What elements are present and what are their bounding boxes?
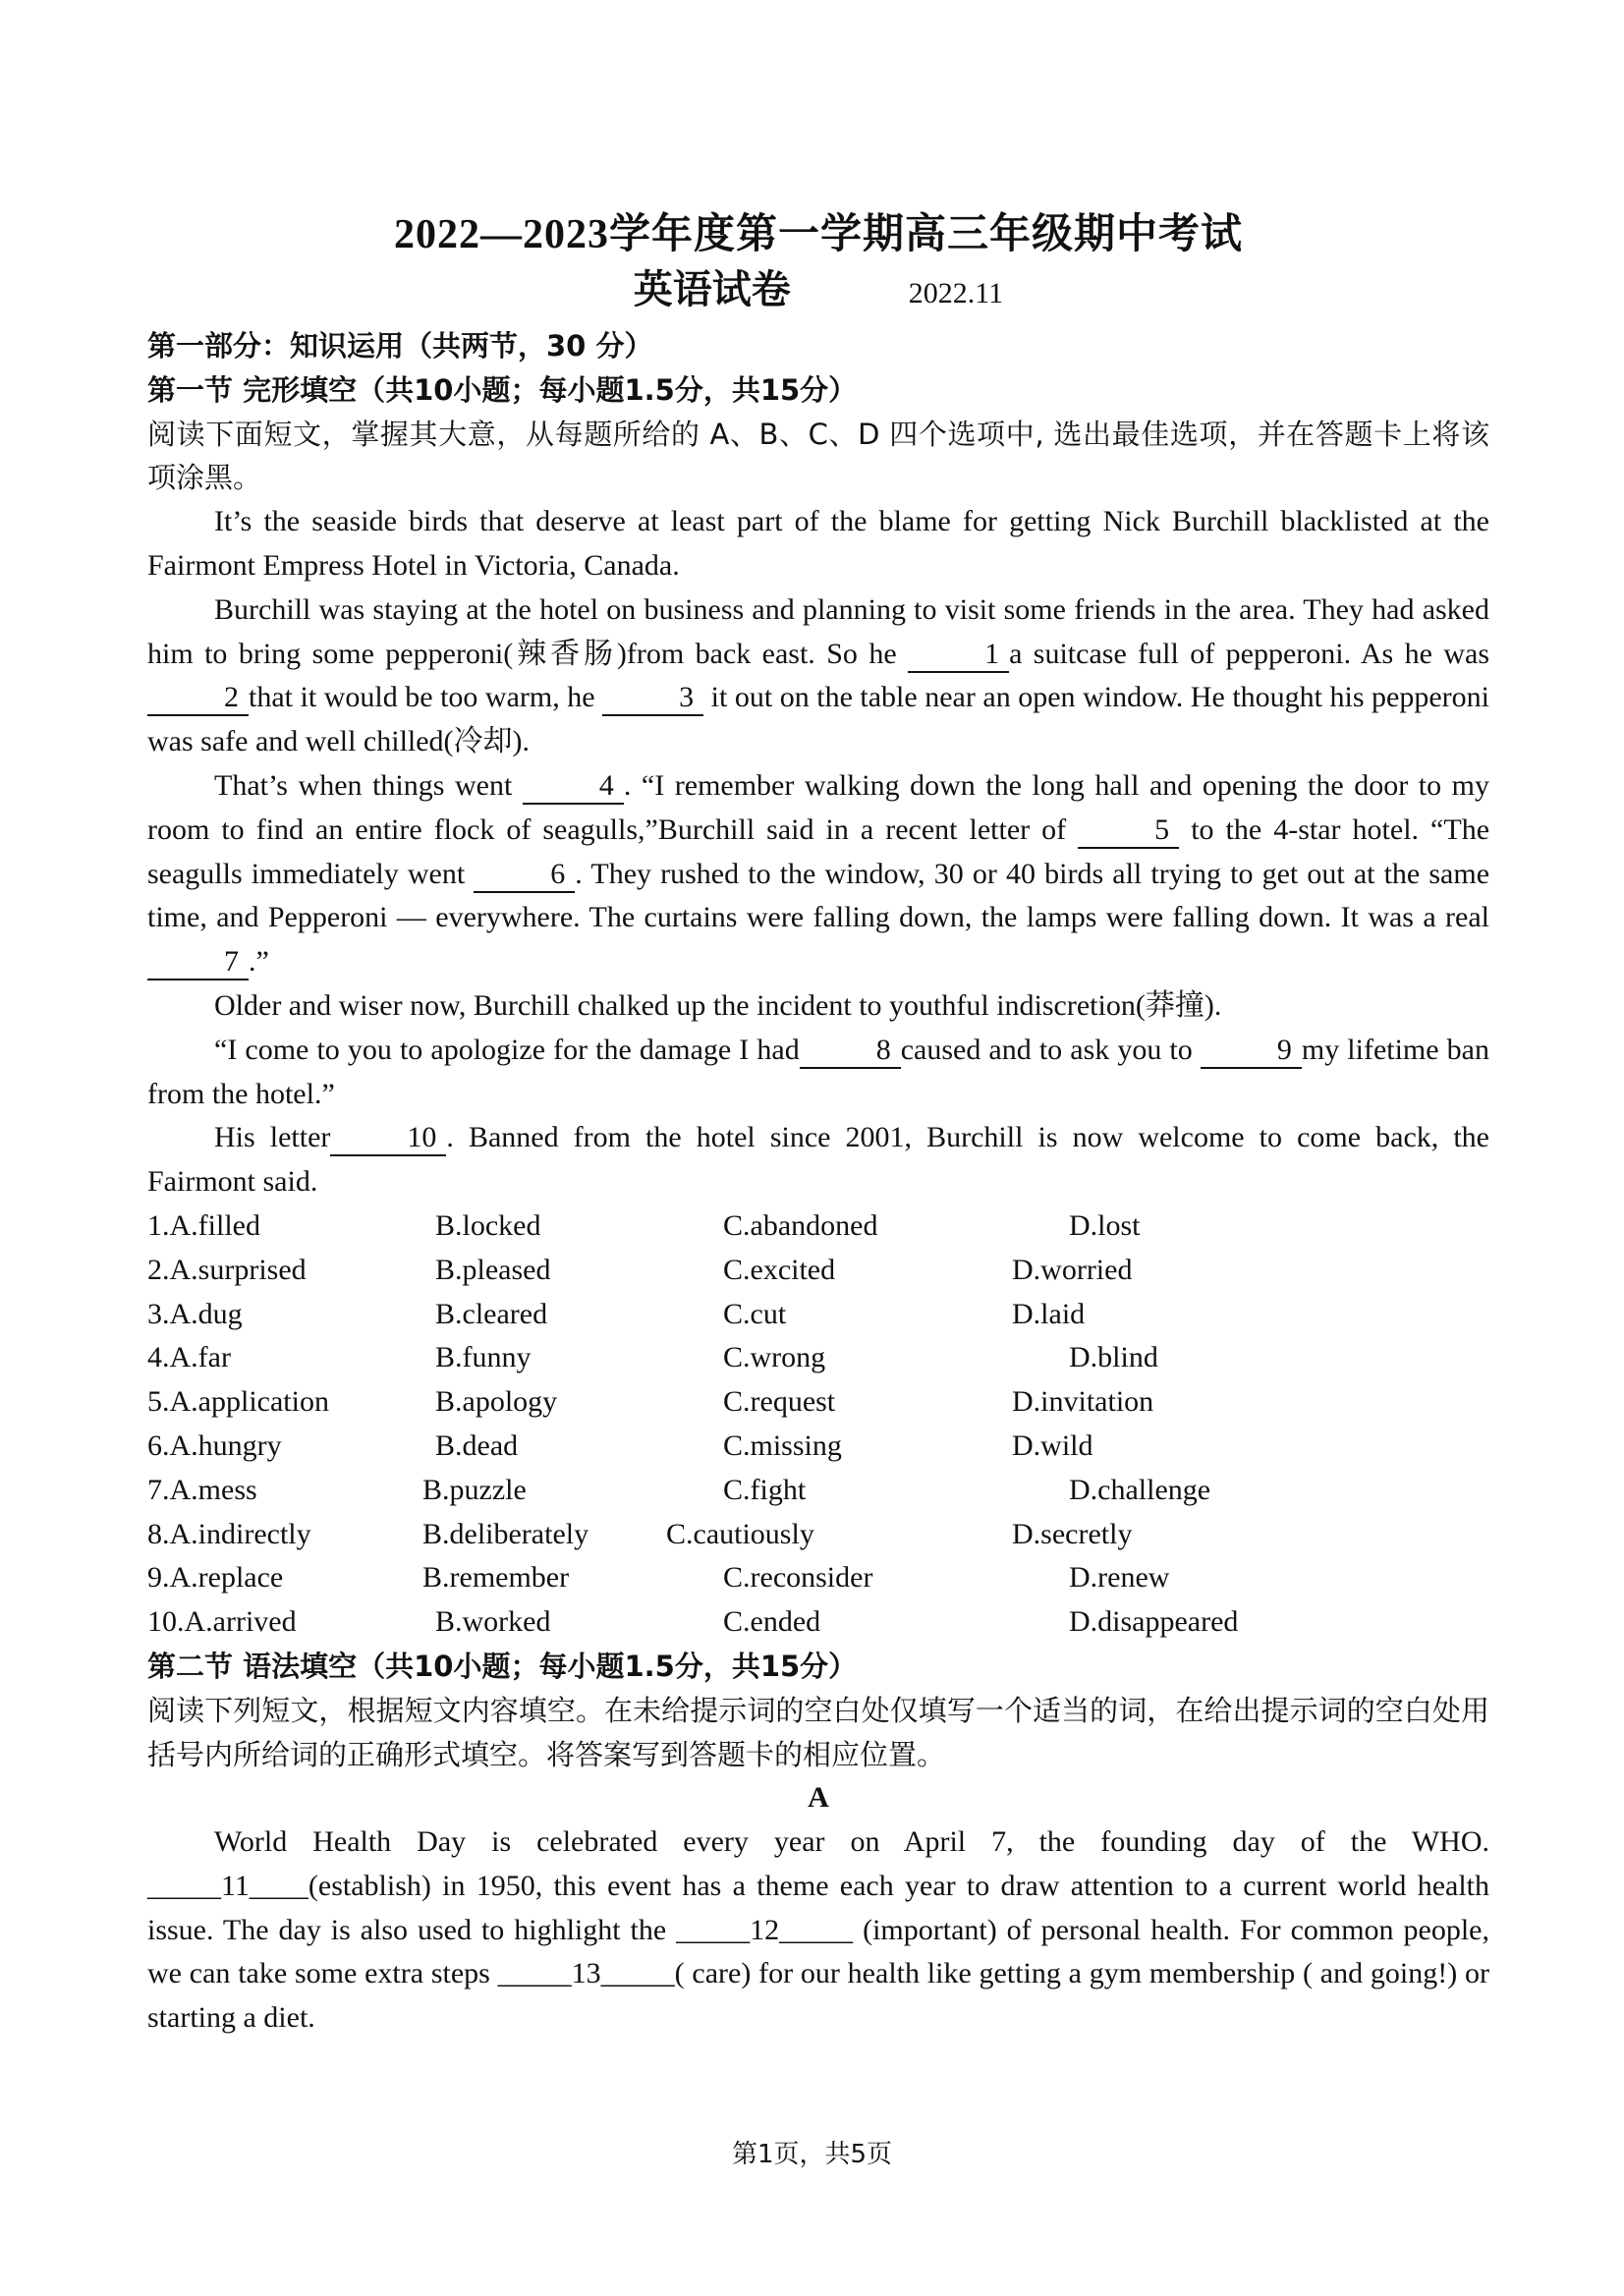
option-c: C.cut [723,1297,787,1330]
option-c: C.missing [723,1428,842,1462]
text-segment: His letter [214,1121,331,1154]
text-segment: that it would be too warm, he [249,681,595,714]
blank-1: 1 [908,638,1009,673]
option-d: D.blind [1069,1341,1158,1374]
blank-3: 3 [602,681,703,716]
option-a: 9.A.replace [147,1561,284,1595]
text-segment: ( care) for our health like getting a gym membership ( and going!) or starting a diet. [147,1957,1489,2035]
option-b: B.locked [435,1208,541,1242]
option-d: D.wild [1012,1428,1093,1462]
option-a: 6.A.hungry [147,1428,282,1462]
option-d: D.laid [1012,1297,1086,1330]
section1-heading: 第一节 完形填空（共10小题；每小题1.5分，共15分） [147,372,858,407]
options-row [147,1513,1489,1557]
exam-subtitle [147,258,1489,314]
blank-11: _____11____ [147,1869,308,1902]
text-segment: Burchill was staying at the hotel on business and planning to visit some friends in the area. They had asked him to bring some pepperoni(辣香肠)from back east. So he [147,592,1489,670]
section2-instruction: 阅读下列短文，根据短文内容填空。在未给提示词的空白处仅填写一个适当的词，在给出提示词的空白处用括号内所给词的正确形式填空。将答案写到答题卡的相应位置。 [147,1693,1489,1771]
part1-heading: 第一部分：知识运用（共两节，30 分） [147,329,653,363]
option-c: C.cautiously [666,1517,814,1550]
options-row [147,1336,1489,1380]
subject-title: 英语试卷 [633,267,791,311]
option-d: D.disappeared [1069,1605,1239,1639]
blank-7: 7 [147,945,249,980]
option-b: B.cleared [435,1297,548,1330]
blank-6: 6 [474,858,575,893]
option-a: 1.A.filled [147,1208,260,1242]
cloze-paragraph-2 [147,588,1489,764]
option-a: 5.A.application [147,1385,329,1419]
text-segment: . Banned from the hotel since 2001, Burchill is now welcome to come back, the Fairmont said. [147,1121,1489,1199]
option-a: 4.A.far [147,1341,231,1374]
text-segment: caused and to ask you to [900,1033,1193,1066]
options-row [147,1425,1489,1469]
options-row [147,1380,1489,1425]
option-b: B.pleased [435,1253,551,1286]
option-c: C.wrong [723,1341,826,1374]
option-d: D.lost [1069,1208,1141,1242]
section1-instruction: 阅读下面短文，掌握其大意，从每题所给的 A、B、C、D 四个选项中, 选出最佳选项，并在答题卡上将该项涂黑。 [147,417,1489,495]
section2-heading: 第二节 语法填空（共10小题；每小题1.5分，共15分） [147,1649,858,1683]
option-a: 10.A.arrived [147,1605,297,1639]
page-footer: 第1页，共5页 [731,2140,893,2169]
blank-5: 5 [1078,813,1179,849]
blank-2: 2 [147,681,249,716]
option-c: C.reconsider [723,1561,873,1595]
options-row [147,1556,1489,1600]
option-b: B.worked [435,1605,551,1639]
exam-date: 2022.11 [908,277,1004,309]
options-row [147,1469,1489,1513]
exam-title: 2022—2023学年度第一学期高三年级期中考试 [393,212,1243,257]
exam-body [147,324,1489,2041]
option-d: D.worried [1012,1253,1133,1286]
cloze-paragraph-3 [147,764,1489,984]
option-b: B.puzzle [422,1473,527,1506]
option-c: C.fight [723,1473,807,1506]
options-row [147,1600,1489,1645]
option-a: 2.A.surprised [147,1253,307,1286]
text-segment: . “I remember walking down the long hall and opening the door to my room to find an entire flock of seagulls,”Burchill said in a recent letter of [147,768,1490,846]
text-segment: . They rushed to the window, 30 or 40 birds all trying to get out at the same time, and Pepperoni — everywhere. The curtains were falling down, the lamps were falling down. It was a real [147,857,1490,934]
text-segment: to the 4-star hotel. “The seagulls immediately went [147,812,1490,890]
option-d: D.challenge [1069,1473,1211,1506]
text-segment: World Health Day is celebrated every year on April 7, the founding day of the WHO. [214,1825,1489,1859]
blank-12: _____12_____ [676,1913,854,1946]
options-row [147,1249,1489,1293]
option-c: C.excited [723,1253,836,1286]
options-row [147,1293,1489,1337]
option-a: 8.A.indirectly [147,1517,311,1550]
cloze-paragraph-5 [147,1029,1489,1117]
text-segment: .” [249,945,269,979]
text-segment: it out on the table near an open window. He thought his pepperoni was safe and well chilled(冷却). [147,681,1490,758]
text-segment: a suitcase full of pepperoni. As he was [1009,637,1489,670]
blank-4: 4 [523,769,624,805]
blank-10: 10 [330,1121,446,1156]
option-c: C.abandoned [723,1208,878,1242]
text-segment: (important) of personal health. For common people, we can take some extra steps [147,1913,1489,1990]
option-d: D.secretly [1012,1517,1133,1550]
blank-13: _____13_____ [497,1957,675,1990]
blank-9: 9 [1201,1034,1302,1069]
option-c: C.ended [723,1605,821,1639]
option-b: B.dead [435,1428,519,1462]
options-row [147,1204,1489,1249]
text-segment: “I come to you to apologize for the damage I had [214,1033,800,1066]
option-d: D.invitation [1012,1385,1154,1419]
option-b: B.deliberately [422,1517,589,1550]
option-a: 3.A.dug [147,1297,243,1330]
passage-label: A [808,1781,829,1815]
text-segment: my lifetime ban from the hotel.” [147,1033,1489,1110]
cloze-paragraph-1: It’s the seaside birds that deserve at least part of the blame for getting Nick Burchill blacklisted at the Fairmont Empress Hotel in Victoria, Canada. [147,505,1489,582]
option-b: B.funny [435,1341,532,1374]
blank-8: 8 [800,1034,901,1069]
option-b: B.apology [435,1385,558,1419]
option-d: D.renew [1069,1561,1170,1595]
cloze-paragraph-6 [147,1116,1489,1204]
text-segment: (establish) in 1950, this event has a theme each year to draw attention to a current world health issue. The day is also used to highlight the [147,1869,1489,1946]
grammar-paragraph-1 [147,1820,1489,2041]
option-c: C.request [723,1385,836,1419]
text-segment: That’s when things went [214,768,513,802]
option-b: B.remember [422,1561,570,1595]
option-a: 7.A.mess [147,1473,257,1506]
options-list [147,1204,1489,1645]
cloze-paragraph-4: Older and wiser now, Burchill chalked up the incident to youthful indiscretion(莽撞). [214,988,1222,1022]
